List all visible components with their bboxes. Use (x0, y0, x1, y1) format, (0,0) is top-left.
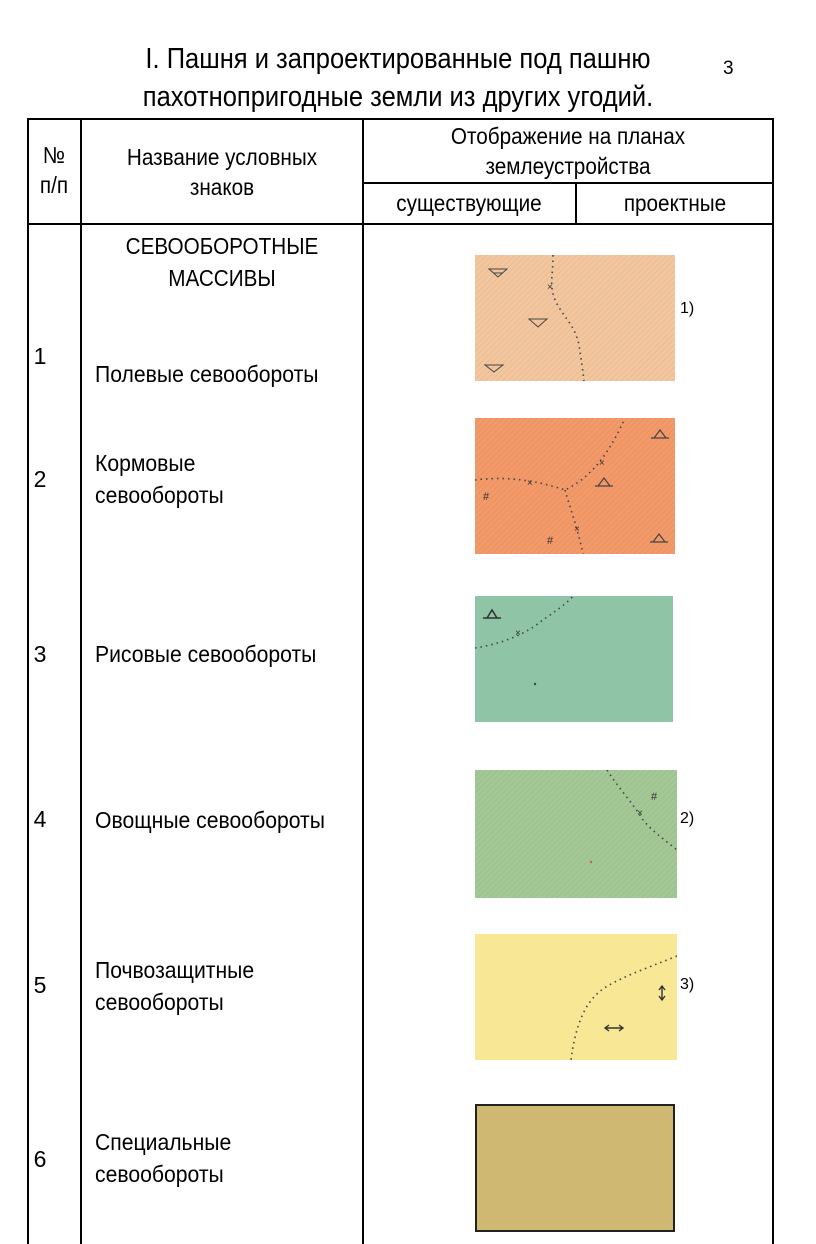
header-num-line-2: п/п (39, 172, 69, 198)
header-bottom-border (27, 223, 774, 225)
footnote-marker: 2) (680, 810, 695, 827)
header-display-line-2: землеустройства (485, 153, 651, 179)
swatch-soil-protective (475, 934, 677, 1060)
row-name (95, 1126, 339, 1190)
header-name-line-1: Название условных (126, 144, 318, 170)
header-existing: существующие (396, 190, 542, 216)
row-name-line-2: севообороты (95, 482, 224, 508)
section-line-2: МАССИВЫ (168, 265, 276, 291)
swatch-special (475, 1104, 675, 1232)
title-line-1: I. Пашня и запроектированные под пашню (145, 43, 651, 75)
svg-text:#: # (547, 535, 554, 547)
subcolumn-divider (575, 182, 577, 224)
svg-text:×: × (527, 478, 533, 489)
row-number: 2 (33, 466, 47, 492)
row-number: 5 (33, 972, 47, 998)
row-name (95, 954, 339, 1018)
row-name (95, 358, 339, 390)
page-number: 3 (723, 58, 734, 79)
header-display (383, 121, 754, 181)
section-line-1: СЕВООБОРОТНЫЕ (125, 233, 319, 259)
header-projected: проектные (623, 190, 727, 216)
table-right-border (772, 118, 774, 1244)
row-name-line-2: севообороты (95, 1161, 224, 1187)
row-name-line-1: Специальные (95, 1129, 232, 1155)
svg-text:×: × (547, 282, 553, 293)
row-name-line-1: Рисовые севообороты (95, 641, 317, 667)
swatch-fodder (475, 418, 675, 554)
svg-text:×: × (515, 628, 521, 639)
row-name-line-2: севообороты (95, 989, 224, 1015)
svg-text:#: # (483, 491, 490, 503)
svg-text:×: × (599, 458, 605, 469)
subheader-divider (362, 182, 774, 184)
svg-text:×: × (574, 524, 580, 535)
row-number: 1 (33, 343, 47, 369)
row-name-line-1: Овощные севообороты (95, 807, 325, 833)
row-number: 6 (33, 1146, 47, 1172)
table-left-border (27, 118, 29, 1244)
row-name (95, 447, 339, 511)
name-column-divider (362, 118, 364, 1244)
swatch-field (475, 255, 675, 381)
row-name-line-1: Почвозащитные (95, 957, 255, 983)
page-title (48, 40, 748, 116)
header-name-line-2: знаков (189, 174, 255, 200)
header-num (31, 140, 78, 200)
row-name-line-1: Полевые севообороты (95, 361, 319, 387)
svg-text:#: # (651, 791, 658, 803)
row-name (95, 638, 339, 670)
table-top-border (27, 118, 774, 120)
row-name-line-1: Кормовые (95, 450, 196, 476)
footnote-marker: 3) (680, 976, 695, 993)
section-heading (96, 230, 348, 294)
header-num-line-1: № (42, 142, 66, 168)
header-display-line-1: Отображение на планах (450, 123, 686, 149)
footnote-marker: 1) (680, 300, 695, 317)
title-line-2: пахотнопригодные земли из других угодий. (142, 81, 654, 113)
swatch-rice (475, 596, 673, 722)
row-name (95, 804, 339, 836)
header-name (96, 142, 348, 202)
row-number: 3 (33, 641, 47, 667)
row-number: 4 (33, 806, 47, 832)
svg-text:×: × (637, 808, 643, 819)
swatch-vegetable (475, 770, 677, 898)
num-column-divider (80, 118, 82, 1244)
